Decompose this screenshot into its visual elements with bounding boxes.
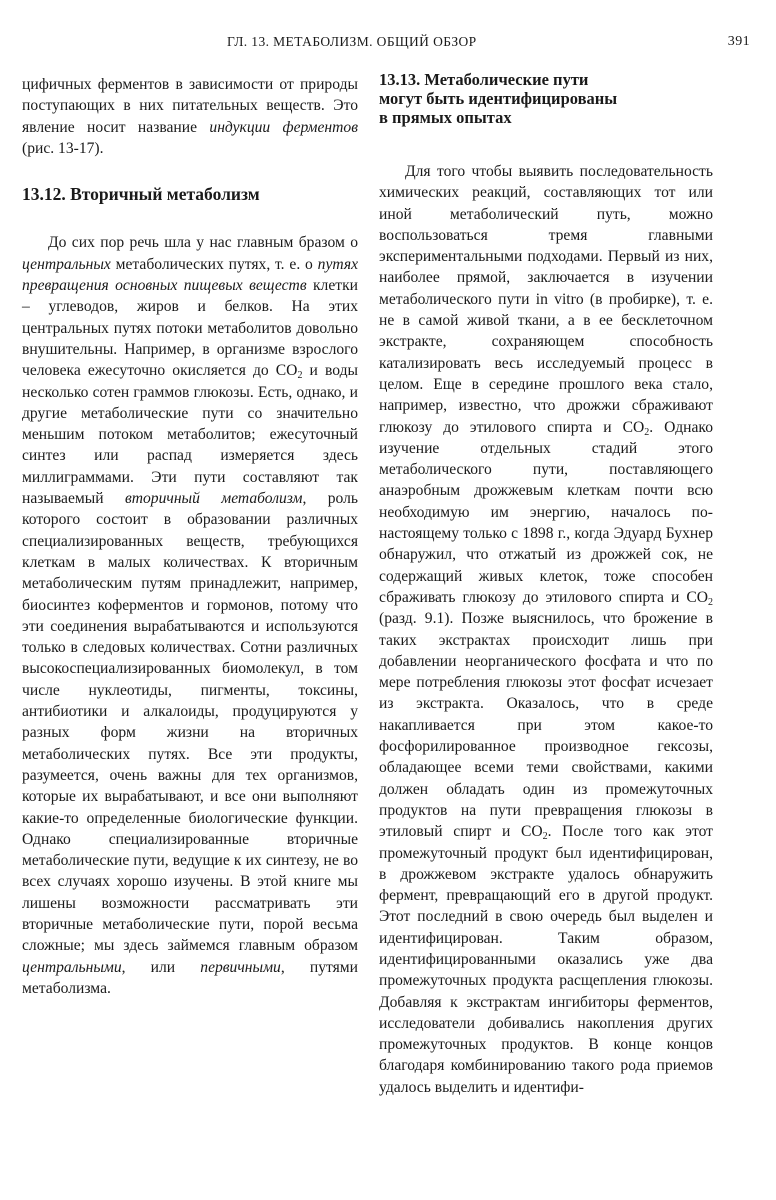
section-title-13-13: 13.13. Метаболические пути могут быть идентифицированы в прямых опытах: [379, 70, 618, 127]
continuation-paragraph: цифичных ферментов в зависимости от природы поступающих в них питательных веществ. Это явление носит название индукции ферментов (рис. 13-17).: [22, 76, 358, 157]
paragraph-secondary-metabolism: До сих пор речь шла у нас главным бразом о центральных метаболических путях, т. е. о путях превращения основных пищевых веществ клетки – углеводов, жиров и белков. На этих центральных путях потоки метаболитов довольно внушительны. Например, в организме взрослого человека ежесуточно окисляется до $CO_2$ и воды несколько сотен граммов глюкозы. Есть, однако, и другие метаболические пути со значительно меньшим потоком метаболитов; ежесуточный синтез или распад измеряется здесь миллиграммами. Эти пути составляют так называемый вторичный метаболизм, роль которого состоит в образовании различных специализированных веществ, требующихся клеткам в малых количествах. К вторичным метаболическим путям принадлежит, например, биосинтез коферментов и гормонов, потому что эти соединения вырабатываются и используются только в следовых количествах. Сотни различных высокоспециализированных биомолекул, в том числе нуклеотиды, пигменты, токсины, антибиотики и алкалоиды, продуцируются у разных форм жизни на вторичных метаболических путях. Все эти продукты, разумеется, очень важны для тех организмов, которые их вырабатывают, и все они выполняют какие-то определенные биологические функции. Однако специализированные вторичные метаболические пути, ведущие к их синтезу, не во всех случаях хорошо изучены. В этой книге мы лишены возможности рассматривать эти вторичные метаболические пути, порой весьма сложные; мы здесь займемся главным образом центральными, или первичными, путями метаболизма.: [22, 234, 359, 997]
running-title: ГЛ. 13. МЕТАБОЛИЗМ. ОБЩИЙ ОБЗОР: [227, 34, 477, 49]
left-column: [22, 74, 358, 999]
section-title-13-12: 13.12. Вторичный метаболизм: [22, 184, 260, 205]
paragraph-metabolic-pathways: Для того чтобы выявить последовательность химических реакций, составляющих тот или иной метаболический путь, можно воспользоваться тремя главными экспериментальными подходами. Первый из них, наиболее прямой, заключается в изучении метаболического пути in vitro (в пробирке), т. е. не в самой живой ткани, а в ее бесклеточном экстракте, сохраняющем способность катализировать весь исследуемый процесс в целом. Еще в середине прошлого века стало, например, известно, что дрожжи сбраживают глюкозу до этилового спирта и $CO_2$. Однако изучение отдельных стадий этого метаболического пути, поставляющего анаэробным дрожжевым клеткам почти всю необходимую им энергию, началось по-настоящему только с 1898 г., когда Эдуард Бухнер обнаружил, что отжатый из дрожжей сок, не содержащий живых клеток, тоже способен сбраживать глюкозу до этилового спирта и $CO_2$ (разд. 9.1). Позже выяснилось, что брожение в таких экстрактах происходит лишь при добавлении неорганического фосфата и что по мере потребления глюкозы этот фосфат исчезает из экстракта. Оказалось, что в среде накапливается при этом какое-то фосфорилированное производное гексозы, обладающее всеми теми свойствами, какими должен обладать один из промежуточных продуктов на пути превращения глюкозы в этиловый спирт и $CO_2$. После того как этот промежуточный продукт был идентифицирован, в дрожжевом экстракте удалось обнаружить фермент, превращающий его в другой продукт. Этот последний в свою очередь был выделен и идентифицирован. Таким образом, идентифицированными оказались уже два промежуточных продукта расщепления глюкозы. Добавляя к экстрактам ингибиторы ферментов, исследователи добивались накопления других промежуточных продуктов. В конце концов благодаря комбинированию такого рода приемов удалось выделить и идентифи-: [379, 163, 713, 1096]
page-number: 391: [727, 34, 750, 49]
right-column: [379, 70, 713, 1098]
running-header: [22, 34, 754, 56]
